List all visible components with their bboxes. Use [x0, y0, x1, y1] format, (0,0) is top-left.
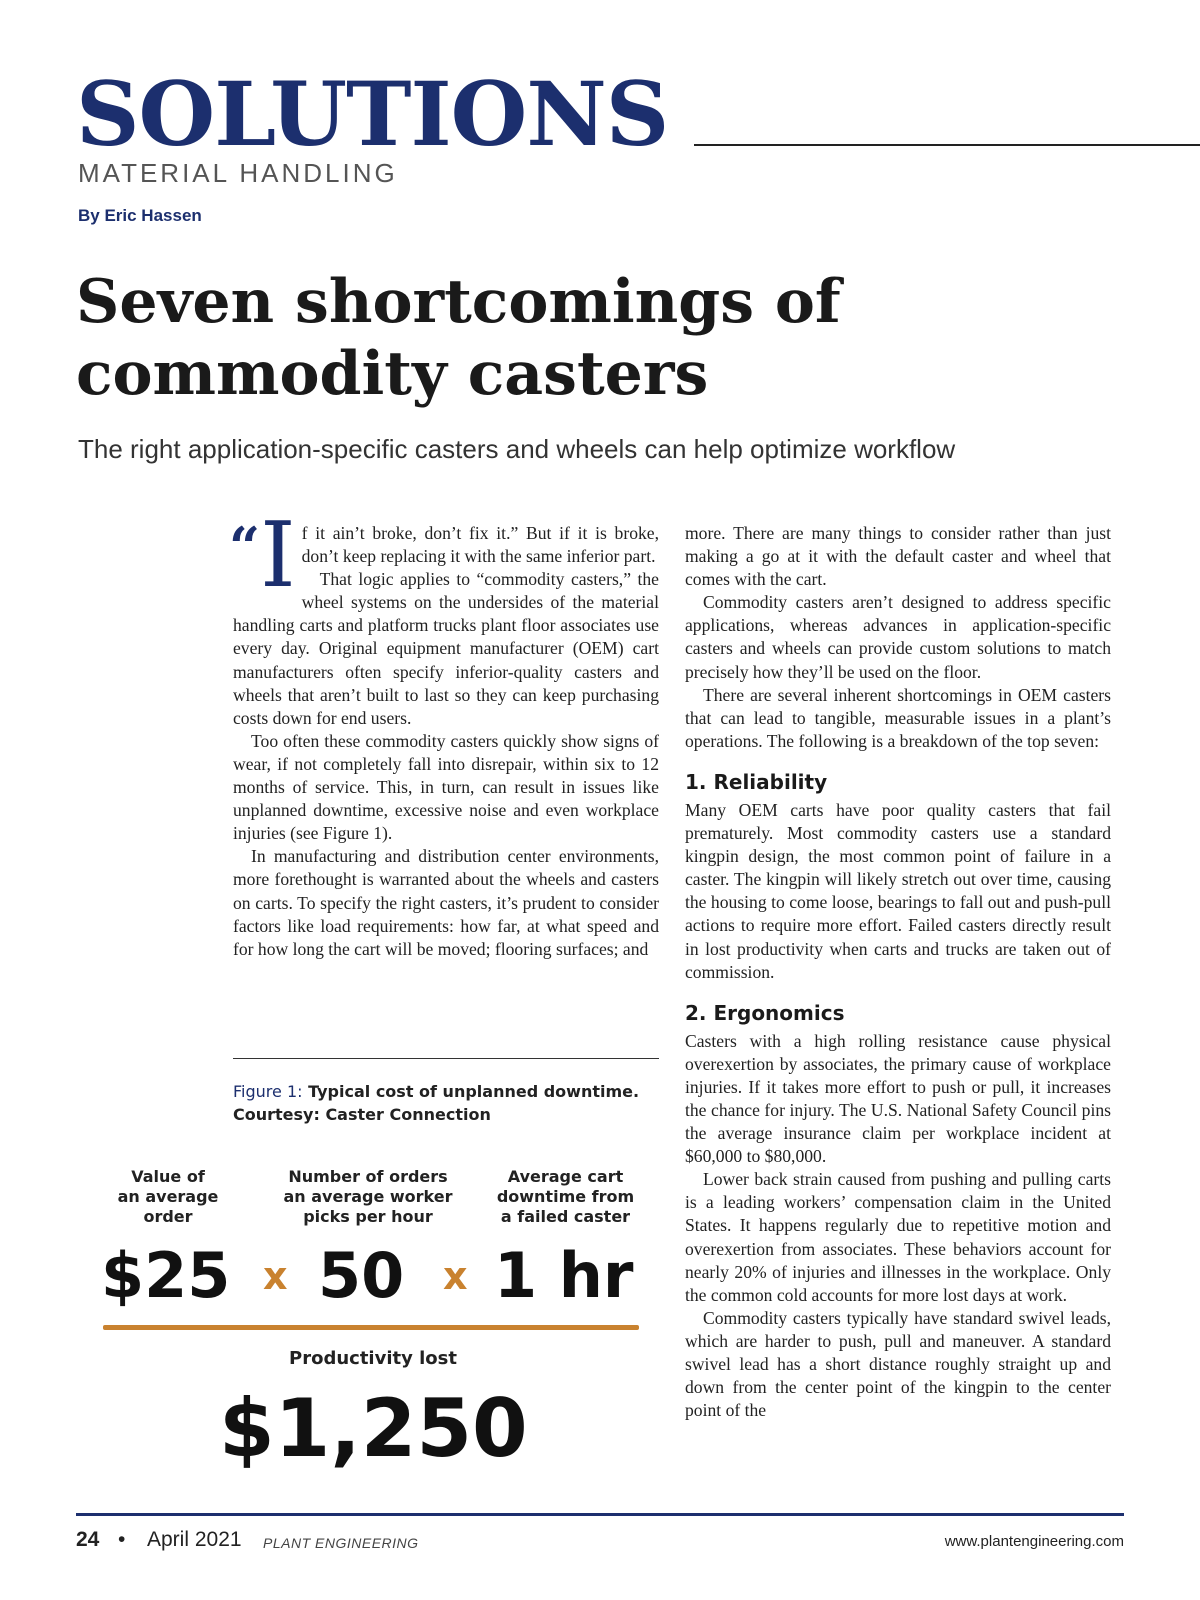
article-column-1: [229, 503, 659, 961]
website-link[interactable]: www.plantengineering.com: [944, 1533, 1124, 1550]
drop-cap: [229, 503, 296, 608]
figure-caption: [233, 1080, 659, 1126]
paragraph: more. There are many things to consider rather than just making a go at it with the default caster and wheel that comes with the cart.: [685, 523, 1111, 590]
figure-value-orders: 50: [318, 1239, 405, 1312]
paragraph: Many OEM carts have poor quality casters that fail prematurely. Most commodity casters use a standard kingpin design, the most common point of failure in a caster. The kingpin will likely stretch out over time, causing the housing to come loose, bearings to fall out and push-pull actions to require more effort. Failed casters directly result in lost productivity when carts and trucks are taken out of commission.: [685, 799, 1111, 982]
figure-divider: [233, 1058, 659, 1059]
author-byline: By Eric Hassen: [78, 206, 202, 225]
section-subtitle: MATERIAL HANDLING: [78, 158, 398, 188]
article-headline: [76, 266, 1076, 410]
figure-caption-text: Typical cost of unplanned downtime. Courtesy: Caster Connection: [233, 1082, 640, 1124]
figure-value-order: $25: [101, 1239, 231, 1312]
paragraph: f it ain’t broke, don’t fix it.” But if it is broke, don’t keep replacing it with the same inferior part.: [301, 523, 659, 567]
drop-cap-letter: I: [260, 503, 296, 608]
figure-caption-label: Figure 1:: [233, 1082, 303, 1101]
figure-label-cart-downtime: Average cart downtime from a failed caster: [496, 1167, 635, 1226]
paragraph: There are several inherent shortcomings in OEM casters that can lead to tangible, measurable issues in a plant’s operations. The following is a breakdown of the top seven:: [685, 684, 1111, 751]
headline-line-2: commodity casters: [76, 339, 709, 409]
page-number: 24: [76, 1528, 100, 1551]
article-column-2: [685, 522, 1111, 1422]
footer-separator: •: [118, 1528, 126, 1551]
drop-cap-quote: “: [229, 515, 261, 579]
figure-value-downtime: 1 hr: [494, 1239, 634, 1312]
section-title: SOLUTIONS: [76, 62, 669, 166]
magazine-name: PLANT ENGINEERING: [263, 1535, 419, 1551]
figure-result-label: Productivity lost: [289, 1348, 457, 1369]
paragraph: Casters with a high rolling resistance cause physical overexertion by associates, the primary cause of workplace injuries. If it takes more effort to push or pull, it increases the chance for injury. The U.S. National Safety Council pins the average insurance claim per workplace incident at $60,000 to $80,000.: [685, 1030, 1111, 1167]
paragraph: Lower back strain caused from pushing and pulling carts is a leading workers’ compensation claim in the United States. It happens regularly due to repetitive motion and overexertion from associates. These behaviors account for nearly 20% of injuries and illnesses in the workplace. Only the common cold accounts for more lost days at work.: [685, 1169, 1111, 1305]
section-divider: [694, 144, 1200, 146]
figure-label-order-value: Value of an average order: [117, 1167, 219, 1226]
figure-multiply-sign: x: [263, 1254, 288, 1298]
figure-multiply-sign: x: [443, 1254, 468, 1298]
paragraph: Too often these commodity casters quickly show signs of wear, if not completely fall into disrepair, within six to 12 months of service. This, in turn, can result in issues like unplanned downtime, excessive noise and even workplace injuries (see Figure 1).: [233, 730, 659, 844]
paragraph: In manufacturing and distribution center environments, more forethought is warranted about the wheels and casters on carts. To specify the right casters, it’s prudent to consider factors like load requirements: how far, at what speed and for how long the cart will be moved; flooring surfaces; and: [233, 846, 659, 959]
headline-line-1: Seven shortcomings of: [76, 267, 841, 337]
paragraph: Commodity casters aren’t designed to address specific applications, whereas advances in application-specific casters and wheels can provide custom solutions to match precisely how they’ll be used on the floor.: [685, 592, 1111, 682]
paragraph: That logic applies to “commodity casters,” the wheel systems on the undersides of the material handling carts and platform trucks plant floor associates use every day. Original equipment manufacturer (OEM) cart manufacturers often specify inferior-quality casters and wheels that aren’t built to last so they can keep purchasing costs down for end users.: [233, 569, 659, 728]
paragraph: Commodity casters typically have standard swivel leads, which are harder to push, pull and maneuver. A standard swivel lead has a short distance roughly straight up and down from the center point of the kingpin to the center point of the: [685, 1307, 1111, 1421]
subhead-reliability: 1. Reliability: [685, 769, 828, 794]
subhead-ergonomics: 2. Ergonomics: [685, 1000, 845, 1025]
figure-sum-bar: [103, 1325, 639, 1330]
figure-label-orders-per-hour: Number of orders an average worker picks per hour: [283, 1167, 453, 1226]
footer-divider: [76, 1513, 1124, 1516]
article-deck: The right application-specific casters and wheels can help optimize workflow: [78, 434, 956, 464]
issue-date: April 2021: [147, 1528, 242, 1551]
figure-result-value: $1,250: [219, 1382, 528, 1475]
